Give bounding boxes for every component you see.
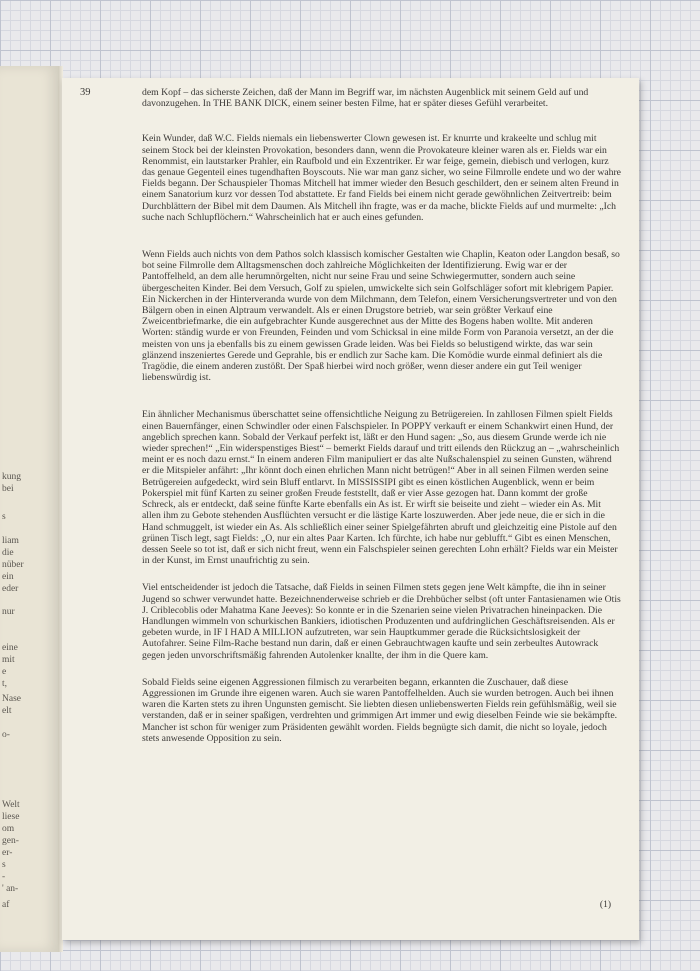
paragraph: Kein Wunder, daß W.C. Fields niemals ein liebenswerter Clown gewesen ist. Er knurrte und krakeelte und schlug mit seinem Stock bei der kleinsten Provokation, besonders dann, wenn die Provokateure kleiner waren als er. Fields war ein Renommist, ein lautstarker Prahler, ein Raufbold und ein Exzentriker. Er war feige, gemein, diebisch und verlogen, kurz das genaue Gegenteil eines tugendhaften Boyscouts. Nie war man ganz sicher, wo seine Filmrolle endete und wo der wahre Fields begann. Der Schauspieler Thomas Mitchell hat immer wieder den Besuch geschildert, den er seinem alten Freund in einem Sanatorium kurz vor dessen Tod abstattete. Er fand Fields bei einem nicht gerade gewöhnlichen Zeitvertreib: beim Durchblättern der Bibel mit dem Daumen. Als Mitchell ihn fragte, was er da mache, blickte Fields auf und murmelte: „Ich suche nach Schlupflöchern.“ Wahrscheinlich hat er auch eines gefunden. [142, 133, 621, 223]
facing-page-edge [0, 66, 60, 952]
facing-page-fragment: er- [2, 848, 13, 858]
facing-page-fragment: o- [2, 730, 10, 740]
facing-page-fragment: die [2, 548, 14, 558]
footnote-mark: (1) [599, 900, 611, 910]
facing-page-fragment: mit [2, 655, 15, 665]
facing-page-fragment: om [2, 824, 15, 834]
facing-page-fragment: liam [2, 536, 19, 546]
facing-page-fragment: kung [2, 472, 21, 482]
facing-page-fragment: af [2, 900, 10, 910]
facing-page-fragment: eder [2, 584, 19, 594]
facing-page-fragment: elt [2, 706, 12, 716]
facing-page-fragment: s [2, 512, 6, 522]
facing-page-fragment: bei [2, 484, 14, 494]
facing-page-fragment: Nase [2, 694, 21, 704]
facing-page-fragment: gen- [2, 836, 19, 846]
facing-page-fragment: liese [2, 812, 20, 822]
body-text [142, 87, 621, 760]
facing-page-fragment: t, [2, 679, 8, 689]
page-number: 39 [80, 87, 91, 98]
facing-page-fragment: ein [2, 572, 14, 582]
facing-page-fragment: s [2, 860, 6, 870]
paragraph: Ein ähnlicher Mechanismus überschattet seine offensichtliche Neigung zu Betrügereien. In zahllosen Filmen spielt Fields einen Bauernfänger, einen Schwindler oder einen Falschspieler. In POPPY verkauft er einem Schankwirt einen Hund, der angeblich sprechen kann. Sobald der Verkauf perfekt ist, läßt er den Hund sagen: „So, aus diesem Grunde werde ich nie wieder sprechen!“ „Ein widerspenstiges Biest“ – bemerkt Fields darauf und tritt eilends den Rückzug an – „wahrscheinlich meint er es noch dazu ernst.“ In einem anderen Film manipuliert er das alte Nußschalenspiel zu seinen Gunsten, während er die Mitspieler anfährt: „Ihr könnt doch einen ehrlichen Mann nicht betrügen!“ Aber in all seinen Filmen werden seine Betrügereien aufgedeckt, wird sein Bluff entlarvt. In MISSISSIPI gibt es einen köstlichen Augenblick, wenn er beim Pokerspiel mit fünf Karten zu seiner großen Freude feststellt, daß er vier Asse gezogen hat. Dann kommt der große Schreck, als er entdeckt, daß seine fünfte Karte ebenfalls ein As ist. Er wirft sie beiseite und zieht – wieder ein As. Mit allen ihm zu Gebote stehenden Ausflüchten versucht er die lästige Karte loszuwerden. Aber jede neue, die er sich in die Hand schmuggelt, ist wieder ein As. Als schließlich einer seiner Spielgefährten abruft und gleichzeitig eine Pistole auf den grünen Tisch legt, sagt Fields: „O, nur ein altes Paar Karten. Ich fürchte, ich habe nur geblufft.“ Gibt es einen Menschen, dessen Seele so tot ist, daß er sich nicht freut, wenn ein Falschspieler seinen gerechten Lohn erhält? Fields war ein Meister in der Kunst, im Ernst unaufrichtig zu sein. [142, 409, 620, 567]
paragraph: Viel entscheidender ist jedoch die Tatsache, daß Fields in seinen Filmen stets gegen jene Welt kämpfte, die ihn in seiner Jugend so schwer verwundet hatte. Bezeichnenderweise schrieb er die Drehbücher selbst (oft unter Fantasienamen wie Otis J. Criblecoblis oder Mahatma Kane Jeeves): So konnte er in die Szenarien seine vielen Privatrachen hineinpacken. Die Handlungen wimmeln von schurkischen Bankiers, idiotischen Produzenten und aufdringlichen Geschäftsreisenden. Als er gebeten wurde, in IF I HAD A MILLION aufzutreten, war sein Hauptkummer gerade die Rücksichtslosigkeit der Autofahrer. Seine Film-Rache bestand nun darin, daß er einen Gebrauchtwagen kaufte und sein zerbeultes Autowrack gegen jeden unvorschriftsmäßig fahrenden Autolenker knallte, der ihm in die Quere kam. [142, 582, 621, 661]
facing-page-fragment: - [2, 872, 6, 882]
facing-page-fragment: eine [2, 643, 18, 653]
paragraph: dem Kopf – das sicherste Zeichen, daß der Mann im Begriff war, im nächsten Augenblick mit seinem Geld auf und davonzugehen. In THE BANK DICK, einem seiner besten Filme, hat er später dieses Gefühl verarbeitet. [142, 87, 589, 110]
facing-page-fragment: Welt [2, 800, 20, 810]
facing-page-fragment: nur [2, 607, 15, 617]
facing-page-fragment: e [2, 667, 7, 677]
paragraph: Wenn Fields auch nichts von dem Pathos solch klassisch komischer Gestalten wie Chaplin, Keaton oder Langdon besaß, so bot seine Filmrolle dem Alltagsmenschen doch zahlreiche Möglichkeiten der Identifizierung. Ewig war er der Pantoffelheld, an dem alle herumnörgelten, nicht nur seine Frau und seine Schwiegermutter, sondern auch seine übergescheiten Kinder. Bei dem Versuch, Golf zu spielen, umwickelte sich sein Golfschläger sofort mit klebrigem Papier. Ein Nickerchen in der Hinterveranda wurde von dem Milchmann, dem Telefon, einem Versicherungsvertreter und von den Bälgern oben in einen Alptraum verwandelt. Als er einen Drugstore betrieb, war sein größter Verkauf eine Zweicentbriefmarke, die ein aufgebrachter Kunde ausgerechnet aus der Mitte des Bogens haben wollte. Mit anderen Worten: ständig wurde er von Freunden, Feinden und vom Schicksal in eine milde Form von Paranoia versetzt, an der die meisten von uns ja ebenfalls bis zu einem gewissen Grade leiden. Was bei Fields so belustigend wirkte, das war sein glänzend inszeniertes Gerede und Geprahle, bis er endlich zur Sache kam. Die Komödie wurde einmal definiert als die Tragödie, die einem anderen zustößt. Der Spaß hierbei wird noch größer, wenn dieser andere ein gut Teil weniger liebenswürdig ist. [142, 249, 620, 384]
book-page [62, 78, 639, 940]
paragraph: Sobald Fields seine eigenen Aggressionen filmisch zu verarbeiten begann, erkannten die Zuschauer, daß diese Aggressionen im Grunde ihre eigenen waren. Auch sie waren Pantoffelhelden. Auch sie wurden betrogen. Auch bei ihnen waren die Karten stets zu ihren Ungunsten gemischt. Sie liebten diesen unliebenswerten Fields rein gefühlsmäßig, weil sie verstanden, daß er in seiner spaßigen, verdrehten und grimmigen Art immer und ewig dieselben Feinde wie sie bekämpfte. Mancher ist schon für weniger zum Präsidenten gewählt worden. Fields begnügte sich damit, die nicht so loyale, jedoch stets anwesende Opposition zu sein. [142, 676, 618, 744]
facing-page-fragment: ' an- [2, 884, 19, 894]
facing-page-fragment: nüber [2, 560, 24, 570]
